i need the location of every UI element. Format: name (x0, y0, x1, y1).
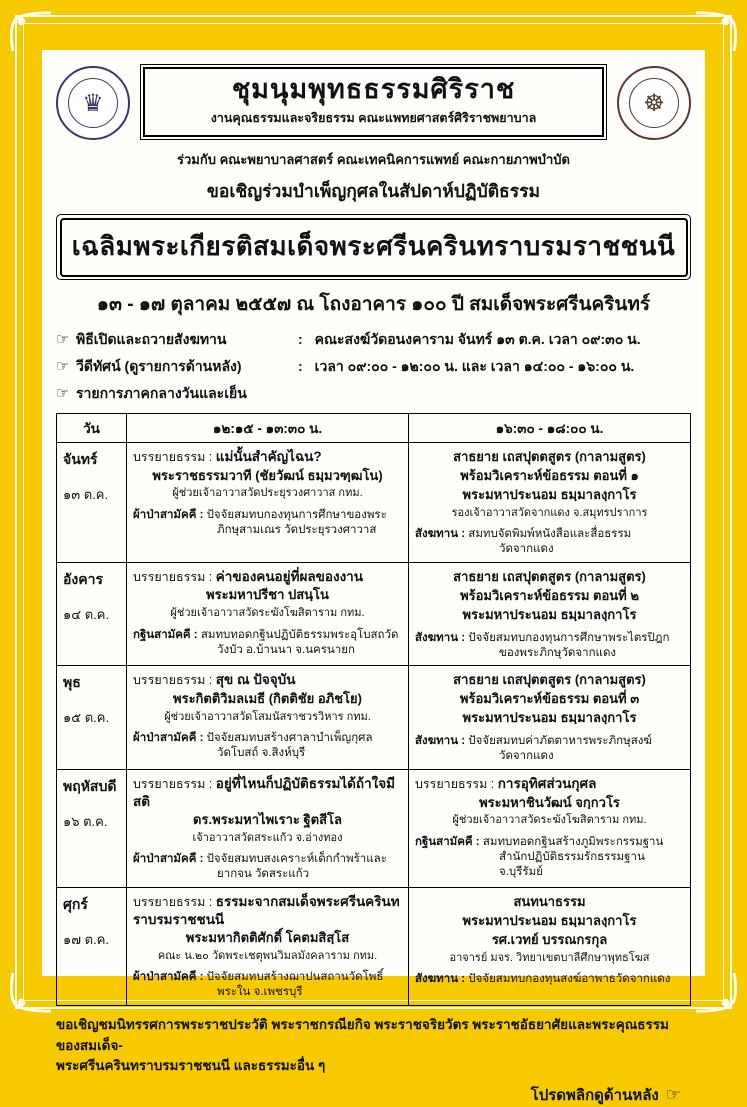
info-colon: : (298, 358, 303, 375)
corner-ornament (694, 7, 740, 53)
schedule-topic-line (133, 671, 402, 689)
schedule-cbold-line (415, 672, 684, 689)
dharma-wheel-icon: ☸ (643, 89, 665, 117)
event-title: เฉลิมพระเกียรติสมเด็จพระศรีนครินทราบรมราชชนนี (60, 218, 688, 277)
line-label: สังฆทาน : (415, 973, 469, 986)
schedule-topic-line (415, 775, 684, 793)
line-label: บรรยายธรรม : (415, 776, 498, 791)
cohosts-line: ร่วมกับ คณะพยาบาลศาสตร์ คณะเทคนิคการแพทย์ คณะกายภาพบำบัด (177, 152, 570, 168)
schedule-row (57, 769, 691, 887)
pointer-hand-icon: ☞ (665, 1085, 681, 1105)
line-text: พระมหาประนอม ธมฺมาลงฺกาโร (462, 486, 637, 502)
pointer-hand-icon: ☞ (56, 385, 70, 403)
org-title: ชุมนุมพุทธธรรมศิริราช (231, 74, 516, 104)
schedule-row (57, 443, 691, 563)
line-label: ผ้าป่าสามัคคี : (133, 732, 207, 745)
schedule-cbold-line (133, 468, 402, 485)
info-lines (56, 329, 691, 405)
schedule-cbold-line (415, 588, 684, 605)
line-text: สาธยาย เถสปุตตสูตร (กาลามสูตร) (453, 672, 646, 688)
schedule-csmall-line (133, 831, 402, 845)
mahidol-university-emblem (56, 66, 130, 140)
schedule-donation-line (133, 852, 402, 882)
line-text: ดร.พระมหาไพเราะ ฐิตสีโล (193, 812, 342, 828)
org-subtitle: งานคุณธรรมและจริยธรรม คณะแพทยศาสตร์ศิริราชพยาบาล (210, 111, 537, 126)
buddhist-club-emblem (617, 66, 691, 140)
event-date-line: ๑๓ - ๑๗ ตุลาคม ๒๕๕๗ ณ โถงอาคาร ๑๐๐ ปี สมเด็จพระศรีนครินทร์ (96, 294, 651, 316)
line-label: บรรยายธรรม : (133, 450, 216, 465)
schedule-donation-line (415, 835, 684, 880)
line-text: สมทบทอดกฐินปฏิบัติธรรมพระอุโบสถวัดวังบัว อ.บ้านนา จ.นครนายก (200, 628, 399, 656)
schedule-body (57, 443, 691, 1006)
line-text: การอุทิศส่วนกุศล (497, 775, 597, 791)
info-label: วีดีทัศน์ (ดูรายการด้านหลัง) (76, 358, 242, 375)
schedule-cbold-line (415, 710, 684, 727)
schedule-donation-line (415, 734, 684, 764)
evening-cell (409, 443, 691, 563)
schedule-row (57, 888, 691, 1006)
exhibition-note (56, 1015, 691, 1076)
org-title-box (140, 64, 607, 140)
midday-cell (127, 666, 409, 770)
evening-cell (409, 769, 691, 887)
schedule-donation-line (133, 731, 402, 761)
corner-ornament (7, 971, 53, 1017)
corner-ornament (694, 971, 740, 1017)
schedule-cbold-line (415, 569, 684, 586)
schedule-topic-line (133, 893, 402, 928)
line-text: พร้อมวิเคราะห์ข้อธรรม ตอนที่ ๒ (460, 587, 639, 603)
col-header-day: วัน (57, 414, 127, 443)
schedule-cbold-line (415, 795, 684, 812)
info-colon: : (298, 331, 303, 348)
line-label: ผ้าป่าสามัคคี : (133, 508, 207, 521)
evening-cell (409, 666, 691, 770)
schedule-csmall-line (133, 606, 402, 620)
header (56, 58, 691, 140)
crown-glyph-icon: ♛ (82, 89, 104, 117)
schedule-csmall-line (415, 506, 684, 520)
schedule-csmall-line (415, 951, 684, 965)
schedule-cbold-line (415, 691, 684, 708)
day-name: อังคาร (63, 570, 103, 587)
line-text: ปัจจัยสมทบค่าภัตตาหารพระภิกษุสงฆ์วัดจากแดง (468, 735, 652, 763)
line-label: บรรยายธรรม : (133, 895, 216, 910)
pointer-hand-icon: ☞ (56, 331, 70, 349)
corner-ornament (7, 7, 53, 53)
line-text: สุข ณ ปัจจุบัน (215, 672, 296, 688)
line-text: ปัจจัยสมทบสร้างฌาปนสถานวัดโพธิ์พระใน จ.เพชรบุรี (206, 971, 384, 999)
info-label: พิธีเปิดและถวายสังฆทาน (76, 331, 227, 348)
line-label: ผ้าป่าสามัคคี : (133, 971, 207, 984)
line-text: ปัจจัยสมทบสร้างศาลาบำเพ็ญกุศลวัดโบสถ์ จ.สิงห์บุรี (206, 732, 373, 760)
line-text: ปัจจัยสมทบกองทุนการศึกษาของพระภิกษุสามเณร วัดประยุรวงศาวาส (206, 508, 387, 536)
col-header-evening: ๑๖:๓๐ - ๑๘:๐๐ น. (409, 414, 691, 443)
line-label: สังฆทาน : (415, 735, 469, 748)
day-cell (57, 443, 127, 563)
evening-cell (409, 562, 691, 666)
line-text: ผู้ช่วยเจ้าอาวาสวัดระฆังโฆสิตาราม กทม. (170, 607, 365, 620)
invitation-line: ขอเชิญร่วมบำเพ็ญกุศลในสัปดาห์ปฏิบัติธรรม (206, 181, 541, 202)
day-cell (57, 562, 127, 666)
exhibition-note-line2: พระศรีนครินทราบรมราชชนนี และธรรมะอื่น ๆ (56, 1057, 326, 1073)
day-name: ศุกร์ (63, 896, 88, 913)
line-label: บรรยายธรรม : (133, 673, 216, 688)
line-text: พระมหากิตติศักดิ์ โคตมสิสฺโส (185, 930, 350, 946)
schedule-topic-line (133, 568, 402, 586)
line-text: ปัจจัยสมทบสงเคราะห์เด็กกำพร้าและยากจน วัดสระแก้ว (206, 853, 387, 881)
day-cell (57, 666, 127, 770)
schedule-donation-line (133, 508, 402, 538)
schedule-donation-line (415, 527, 684, 557)
schedule-header-row (57, 414, 691, 443)
col-header-midday: ๑๒:๑๕ - ๑๓:๓๐ น. (127, 414, 409, 443)
line-text: อยู่ที่ไหนก็ปฏิบัติธรรมได้ถ้าใจมีสติ (133, 775, 396, 809)
info-text: เวลา ๐๙:๐๐ - ๑๒:๐๐ น. และ เวลา ๑๔:๐๐ - ๑๖:๐๐ น. (314, 358, 635, 375)
line-text: พระมหาประนอม ธมฺมาลงฺกาโร (462, 913, 637, 929)
line-text: พระมหาประนอม ธมฺมาลงฺกาโร (462, 710, 637, 726)
evening-cell (409, 888, 691, 1006)
event-title-box (56, 214, 691, 280)
line-text: อาจารย์ มจร. วิทยาเขตบาลีศึกษาพุทธโฆส (449, 951, 650, 964)
midday-cell (127, 888, 409, 1006)
line-text: ผู้ช่วยเจ้าอาวาสวัดระฆังโฆสิตาราม กทม. (452, 814, 647, 827)
line-text: พร้อมวิเคราะห์ข้อธรรม ตอนที่ ๓ (459, 691, 640, 707)
flip-note-text: โปรดพลิกดูด้านหลัง (530, 1087, 659, 1105)
line-text: คณะ น.๒๐ วัดพระเชตุพนวิมลมังคลาราม กทม. (157, 950, 378, 963)
day-date: ๑๔ ต.ค. (63, 606, 110, 622)
schedule-donation-line (415, 631, 684, 661)
schedule-cbold-line (415, 607, 684, 624)
day-date: ๑๗ ต.ค. (63, 932, 110, 948)
day-cell (57, 888, 127, 1006)
flip-note (56, 1083, 691, 1107)
info-line (56, 329, 691, 351)
schedule-csmall-line (133, 710, 402, 724)
schedule-csmall-line (133, 949, 402, 963)
pointer-hand-icon: ☞ (56, 358, 70, 376)
exhibition-note-line1: ขอเชิญชมนิทรรศการพระราชประวัติ พระราชกรณียกิจ พระราชจริยวัตร พระราชอัธยาศัยและพระคุณธรรมของสมเด็จ- (56, 1017, 669, 1053)
day-name: พฤหัสบดี (63, 777, 117, 794)
schedule-cbold-line (415, 487, 684, 504)
org-title-box-inner (143, 67, 604, 137)
info-line (56, 356, 691, 378)
schedule-cbold-line (133, 587, 402, 604)
schedule-donation-line (133, 970, 402, 1000)
schedule-cbold-line (133, 812, 402, 829)
line-text: ปัจจัยสมทบกองทุนสงฆ์อาพาธวัดจากแดง (468, 973, 671, 986)
schedule-csmall-line (415, 813, 684, 827)
schedule-cbold-line (415, 449, 684, 466)
line-label: บรรยายธรรม : (133, 776, 216, 791)
info-label: รายการภาคกลางวันและเย็น (76, 385, 247, 402)
midday-cell (127, 562, 409, 666)
line-text: สมทบจัดพิมพ์หนังสือและสื่อธรรม วัดจากแดง (468, 528, 632, 555)
line-text: สาธยาย เถสปุตตสูตร (กาลามสูตร) (453, 449, 646, 465)
schedule-donation-line (415, 972, 684, 987)
schedule-cbold-line (415, 932, 684, 949)
schedule-row (57, 562, 691, 666)
line-label: สังฆทาน : (415, 631, 469, 644)
midday-cell (127, 769, 409, 887)
schedule-topic-line (133, 448, 402, 466)
info-line (56, 383, 691, 405)
line-text: สมทบทอดกฐินสร้างภูมิพระกรรมฐาน สำนักปฏิบัติธรรมรักธรรมฐาน จ.บุรีรัมย์ (482, 835, 664, 878)
emblem-ring (629, 78, 679, 128)
schedule-cbold-line (415, 913, 684, 930)
schedule-topic-line (133, 775, 402, 810)
schedule-donation-line (133, 628, 402, 658)
line-text: ธรรมะจากสมเด็จพระศรีนครินทราบรมราชชนนี (133, 894, 400, 927)
line-text: พระราชธรรมวาที (ชัยวัฒน์ ธมฺมวฑฺฒโน) (152, 467, 383, 483)
schedule-csmall-line (133, 486, 402, 500)
line-text: สนทนาธรรม (513, 894, 586, 910)
schedule-cbold-line (415, 894, 684, 911)
day-cell (57, 769, 127, 887)
line-text: แม่นั้นสำคัญไฉน? (215, 449, 322, 465)
line-label: กฐินสามัคคี : (415, 835, 483, 848)
line-text: รองเจ้าอาวาสวัดจากแดง จ.สมุทรปราการ (451, 506, 648, 519)
line-label: กฐินสามัคคี : (133, 628, 201, 641)
schedule-table (56, 413, 691, 1006)
line-label: ผ้าป่าสามัคคี : (133, 853, 207, 866)
line-text: สาธยาย เถสปุตตสูตร (กาลามสูตร) (453, 568, 646, 584)
day-date: ๑๖ ต.ค. (63, 813, 108, 829)
schedule-cbold-line (133, 691, 402, 708)
line-text: ค่าของคนอยู่ที่ผลของงาน (215, 568, 363, 584)
line-text: พระมหาชินวัฒน์ จกฺกวโร (479, 794, 620, 810)
line-text: รศ.เวทย์ บรรณกรกุล (491, 931, 608, 947)
day-name: พุธ (63, 674, 81, 691)
midday-cell (127, 443, 409, 563)
line-text: ปัจจัยสมทบกองทุนการศึกษาพระไตรปิฎกของพระภิกษุวัดจากแดง (468, 631, 670, 659)
line-label: สังฆทาน : (415, 528, 469, 541)
line-text: ผู้ช่วยเจ้าอาวาสวัดโสมนัสราชวรวิหาร กทม. (164, 710, 371, 723)
line-label: บรรยายธรรม : (133, 569, 216, 584)
day-date: ๑๓ ต.ค. (63, 487, 109, 503)
line-text: พระมหาประนอม ธมฺมาลงฺกาโร (462, 606, 637, 622)
line-text: พระกิตติวิมลเมธี (กิตติชัย อภิชโย) (173, 690, 362, 706)
day-name: จันทร์ (63, 451, 98, 468)
emblem-ring (68, 78, 118, 128)
line-text: เจ้าอาวาสวัดสระแก้ว จ.อ่างทอง (192, 831, 343, 844)
line-text: ผู้ช่วยเจ้าอาวาสวัดประยุรวงศาวาส กทม. (172, 487, 363, 500)
day-date: ๑๕ ต.ค. (63, 710, 110, 726)
line-text: พร้อมวิเคราะห์ข้อธรรม ตอนที่ ๑ (460, 467, 639, 483)
document-paper (42, 50, 705, 1105)
schedule-row (57, 666, 691, 770)
info-text: คณะสงฆ์วัดอนงคาราม จันทร์ ๑๓ ต.ค. เวลา ๐๙:๓๐ น. (314, 331, 641, 348)
line-text: พระมหาปรีชา ปสนฺโน (206, 587, 329, 603)
schedule-cbold-line (133, 930, 402, 947)
schedule-cbold-line (415, 468, 684, 485)
